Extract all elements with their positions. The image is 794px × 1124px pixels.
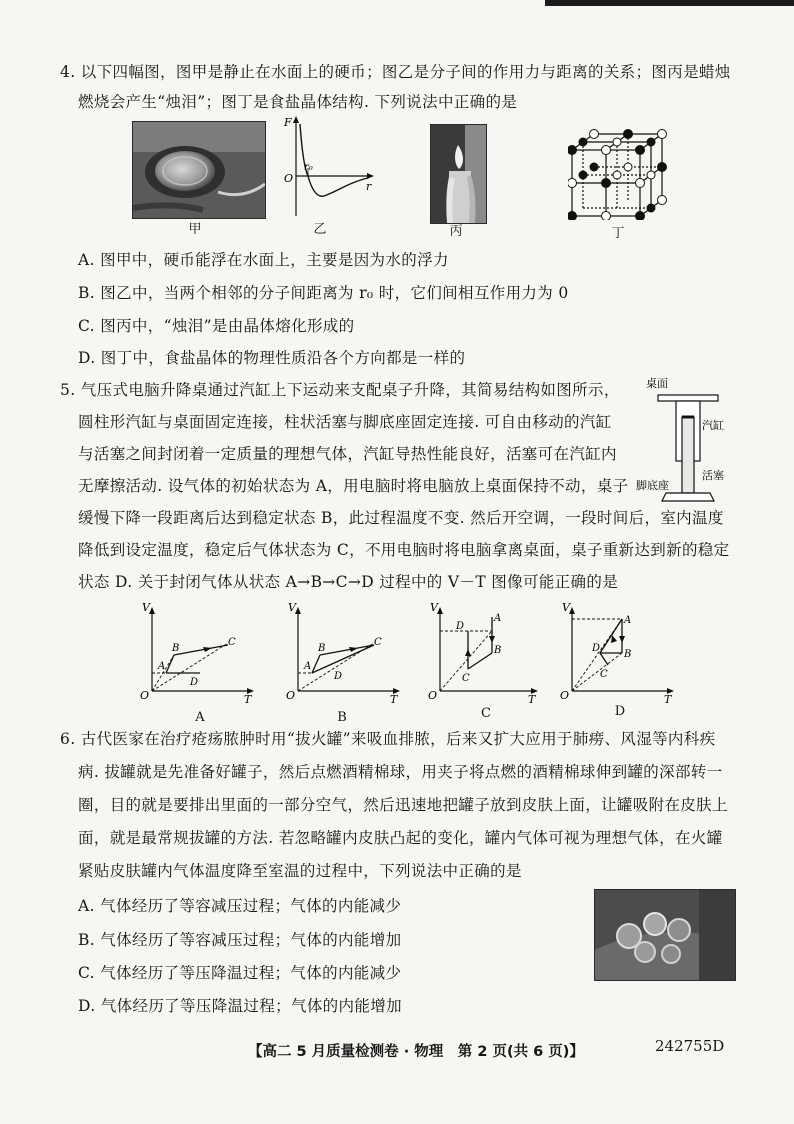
- graph-d-t: T: [664, 693, 672, 703]
- candle-photo-drawing: [431, 125, 486, 223]
- fig-label-ding: 丁: [611, 226, 625, 241]
- graph-caption-c: C: [481, 706, 491, 721]
- piston-label: 活塞: [702, 469, 724, 482]
- q5-stem-line-1: 5. 气压式电脑升降桌通过汽缸上下运动来支配桌子升降，其简易结构如图所示，: [60, 381, 620, 399]
- graph-b-pc: C: [374, 637, 382, 648]
- piston-shape: [682, 417, 694, 493]
- q6-option-d: D. 气体经历了等压降温过程；气体的内能增加: [78, 997, 402, 1015]
- q4-option-d: D. 图丁中，食盐晶体的物理性质沿各个方向都是一样的: [78, 349, 466, 367]
- force-distance-graph: [280, 112, 376, 220]
- graph-d-pb: B: [624, 649, 632, 660]
- vt-graph-c: [428, 603, 548, 703]
- q5-stem-line-4: 无摩擦活动. 设气体的初始状态为 A，用电脑时将电脑放上桌面保持不动，桌子: [78, 477, 629, 495]
- graph-a-pc: C: [228, 637, 236, 648]
- graph-a-pb: B: [172, 643, 180, 654]
- fig-label-yi: 乙: [313, 222, 327, 237]
- graph-d-pc: C: [600, 669, 608, 680]
- q6-option-c: C. 气体经历了等压降温过程；气体的内能减少: [78, 964, 402, 982]
- graph-c-pa: A: [494, 613, 502, 624]
- graph-a-o: O: [140, 689, 150, 702]
- q6-option-a: A. 气体经历了等容减压过程；气体的内能减少: [78, 897, 402, 915]
- q5-stem-line-3: 与活塞之间封闭着一定质量的理想气体，汽缸导热性能良好，活塞可在汽缸内: [78, 445, 617, 463]
- origin-label: O: [284, 172, 294, 185]
- coin-on-water-photo: [132, 121, 266, 219]
- f-axis-label: F: [284, 116, 292, 129]
- graph-b-pd: D: [334, 671, 343, 682]
- candle-photo: [430, 124, 487, 224]
- desk-label: 桌面: [646, 377, 668, 390]
- graph-b-pb: B: [318, 643, 326, 654]
- graph-b-t: T: [390, 693, 398, 703]
- q6-stem-line-4: 面，就是最常规拔罐的方法. 若忽略罐内皮肤凸起的变化，罐内气体可视为理想气体，在火罐: [78, 829, 723, 847]
- graph-b-o: O: [286, 689, 296, 702]
- graph-caption-b: B: [337, 710, 347, 725]
- base-label: 脚底座: [636, 479, 669, 492]
- graph-a-t: T: [244, 693, 252, 703]
- q6-option-b: B. 气体经历了等容减压过程；气体的内能增加: [78, 931, 402, 949]
- graph-a-pa: A: [158, 661, 166, 672]
- q4-stem-line-2: 燃烧会产生“烛泪”；图丁是食盐晶体结构. 下列说法中正确的是: [78, 93, 518, 111]
- graph-d-pa: A: [624, 615, 632, 626]
- graph-d-v: V: [562, 603, 570, 614]
- vt-graph-a: [140, 603, 260, 703]
- page-footer: 【高二 5 月质量检测卷 · 物理 第 2 页(共 6 页)】: [248, 1044, 584, 1060]
- cylinder-label: 汽缸: [702, 419, 724, 432]
- graph-d-pd: D: [592, 643, 601, 654]
- q6-stem-line-3: 圈，目的就是要排出里面的一部分空气，然后迅速地把罐子放到皮肤上面，让罐吸附在皮肤上: [78, 796, 728, 814]
- base-shape: [662, 493, 714, 501]
- graph-a-v: V: [142, 603, 150, 614]
- q4-stem-line-1: 4. 以下四幅图，图甲是静止在水面上的硬币；图乙是分子间的作用力与距离的关系；图丙是蜡烛: [60, 63, 731, 81]
- r0-label: r₀: [304, 162, 313, 173]
- graph-caption-a: A: [195, 710, 205, 725]
- cupping-photo-drawing: [595, 890, 735, 980]
- q5-stem-line-5: 缓慢下降一段距离后达到稳定状态 B，此过程温度不变. 然后开空调，一段时间后，室内温度: [78, 509, 724, 527]
- graph-c-o: O: [428, 689, 438, 702]
- paper-code: 242755D: [655, 1037, 725, 1055]
- vt-graph-b: [286, 603, 406, 703]
- fig-label-jia: 甲: [188, 222, 202, 237]
- q6-stem-line-5: 紧贴皮肤罐内气体温度降至室温的过程中，下列说法中正确的是: [78, 862, 522, 880]
- top-edge-bar: [545, 0, 794, 6]
- graph-b-v: V: [288, 603, 296, 614]
- graph-c-pd: D: [456, 621, 465, 632]
- q4-option-a: A. 图甲中，硬币能浮在水面上，主要是因为水的浮力: [78, 251, 449, 269]
- cupping-photo: [594, 889, 736, 981]
- graph-c-t: T: [528, 693, 536, 703]
- vt-graph-d: [560, 603, 680, 703]
- q6-stem-line-2: 病. 拔罐就是先准备好罐子，然后点燃酒精棉球，用夹子将点燃的酒精棉球伸到罐的深部转一: [78, 763, 723, 781]
- coin-photo-drawing: [133, 122, 265, 218]
- q6-stem-line-1: 6. 古代医家在治疗疮疡脓肿时用“拔火罐”来吸血排脓，后来又扩大应用于肺痨、风湿等内科疾: [60, 730, 716, 748]
- graph-a-pd: D: [190, 677, 199, 688]
- q5-stem-line-6: 降低到设定温度，稳定后气体状态为 C，不用电脑时将电脑拿离桌面，桌子重新达到新的稳定: [78, 541, 730, 559]
- desktop-plate: [658, 395, 718, 401]
- lift-desk-diagram: [636, 373, 740, 511]
- salt-crystal-lattice: [568, 128, 668, 220]
- q5-stem-line-2: 圆柱形汽缸与桌面固定连接，柱状活塞与脚底座固定连接. 可自由移动的汽缸: [78, 413, 612, 431]
- force-curve: [300, 124, 368, 196]
- graph-c-pc: C: [462, 673, 470, 684]
- r-axis-label: r: [366, 180, 372, 193]
- q4-option-c: C. 图丙中，“烛泪”是由晶体熔化形成的: [78, 317, 355, 335]
- graph-caption-d: D: [614, 704, 626, 719]
- graph-d-o: O: [560, 689, 570, 702]
- fig-label-bing: 丙: [449, 224, 463, 239]
- graph-b-pa: A: [304, 661, 312, 672]
- graph-c-v: V: [430, 603, 438, 614]
- q4-option-b: B. 图乙中，当两个相邻的分子间距离为 r₀ 时，它们间相互作用力为 0: [78, 284, 569, 302]
- q5-stem-line-7: 状态 D. 关于封闭气体从状态 A→B→C→D 过程中的 V－T 图像可能正确的是: [78, 573, 619, 591]
- graph-c-pb: B: [494, 645, 502, 656]
